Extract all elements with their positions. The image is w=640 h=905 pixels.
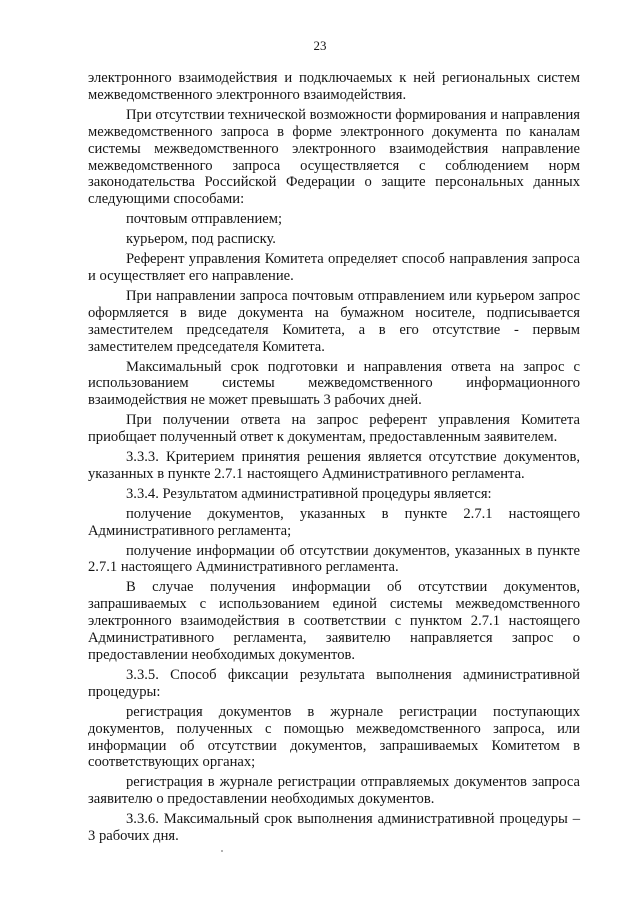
paragraph: получение документов, указанных в пункте 2.7.1 настоящего Административного регламента;: [88, 505, 580, 539]
paragraph: 3.3.4. Результатом административной процедуры является:: [126, 485, 492, 502]
page-number: 23: [313, 38, 327, 53]
paragraph: При получении ответа на запрос референт управления Комитета приобщает полученный ответ к документам, предоставленным заявителем.: [88, 412, 580, 446]
paragraph: курьером, под расписку.: [126, 231, 276, 248]
paragraph: регистрация документов в журнале регистрации поступающих документов, полученных с помощью межведомственного запроса, или информации об отсутствии документов, запрашиваемых Комитетом в соответствующих органах;: [88, 703, 580, 771]
paragraph: получение информации об отсутствии документов, указанных в пункте 2.7.1 настоящего Административного регламента.: [88, 542, 580, 576]
paragraph: 3.3.6. Максимальный срок выполнения административной процедуры – 3 рабочих дня.: [88, 811, 580, 845]
paragraph: 3.3.3. Критерием принятия решения является отсутствие документов, указанных в пункте 2.7.1 настоящего Административного регламента.: [88, 449, 580, 482]
paragraph: В случае получения информации об отсутствии документов, запрашиваемых с использованием единой системы межведомственного электронного взаимодействия в соответствии с пунктом 2.7.1 настоящего Административного регламента, заявителю направляется запрос о предоставлении необходимых документов.: [88, 579, 580, 663]
paragraph: При отсутствии технической возможности формирования и направления межведомственного запроса в форме электронного документа по каналам системы межведомственного электронного взаимодействия направление межведомственного запроса осуществляется с соблюдением норм законодательства Российской Федерации о защите персональных данных следующими способами:: [88, 106, 580, 208]
paragraph: электронного взаимодействия и подключаемых к ней региональных систем межведомственного электронного взаимодействия.: [88, 70, 580, 103]
document-body: [88, 70, 580, 848]
paragraph: регистрация в журнале регистрации отправляемых документов запроса заявителю о предоставлении необходимых документов.: [88, 774, 580, 808]
paragraph: 3.3.5. Способ фиксации результата выполнения административной процедуры:: [88, 666, 580, 700]
paragraph: Референт управления Комитета определяет способ направления запроса и осуществляет его направление.: [88, 251, 580, 284]
paragraph: Максимальный срок подготовки и направления ответа на запрос с использованием системы межведомственного информационного взаимодействия не может превышать 3 рабочих дней.: [88, 358, 580, 409]
scan-artifact: [221, 850, 223, 852]
paragraph: При направлении запроса почтовым отправлением или курьером запрос оформляется в виде документа на бумажном носителе, подписывается заместителем председателя Комитета, а в его отсутствие - первым заместителем председателя Комитета.: [88, 287, 580, 355]
paragraph: почтовым отправлением;: [126, 211, 283, 228]
